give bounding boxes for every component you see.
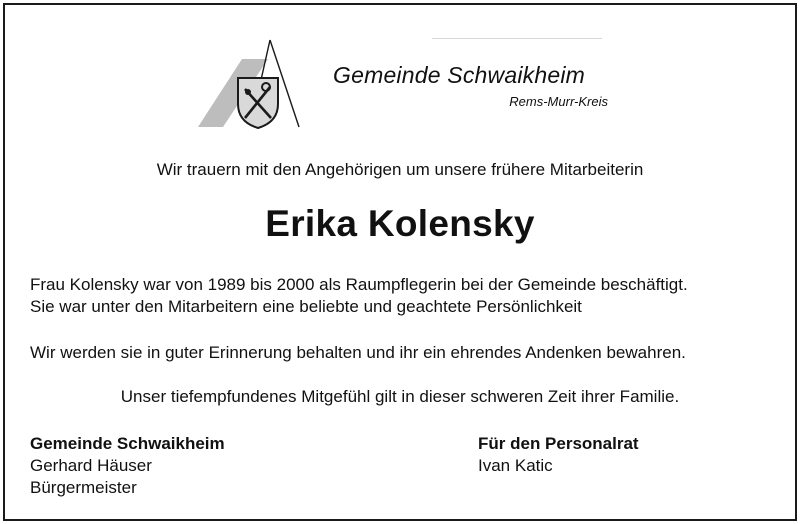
municipal-coat-of-arms-icon xyxy=(190,34,310,134)
condolence-text: Unser tiefempfundenes Mitgefühl gilt in dieser schweren Zeit ihrer Familie. xyxy=(120,387,680,406)
signature-block-staff-council xyxy=(478,433,639,477)
deceased-name: Erika Kolensky xyxy=(265,203,535,244)
employment-line-1: Frau Kolensky war von 1989 bis 2000 als Raumpflegerin bei der Gemeinde beschäftigt. xyxy=(30,275,688,294)
signatory-name: Ivan Katic xyxy=(478,456,553,475)
employment-line-2: Sie war unter den Mitarbeitern eine beliebte und geachtete Persönlichkeit xyxy=(30,297,582,316)
district-name: Rems-Murr-Kreis xyxy=(509,94,608,109)
intro-text: Wir trauern mit den Angehörigen um unsere frühere Mitarbeiterin xyxy=(156,160,644,179)
memory-paragraph: Wir werden sie in guter Erinnerung behalten und ihr ein ehrendes Andenken bewahren. xyxy=(30,343,686,362)
signatory-title: Bürgermeister xyxy=(30,478,137,497)
signatory-name: Gerhard Häuser xyxy=(30,456,152,475)
signature-block-municipality xyxy=(30,433,225,499)
organization-name: Gemeinde Schwaikheim xyxy=(333,62,586,88)
signature-heading: Für den Personalrat xyxy=(478,434,639,453)
signature-heading: Gemeinde Schwaikheim xyxy=(30,434,225,453)
decorative-line xyxy=(432,38,602,39)
employment-paragraph xyxy=(30,274,688,318)
